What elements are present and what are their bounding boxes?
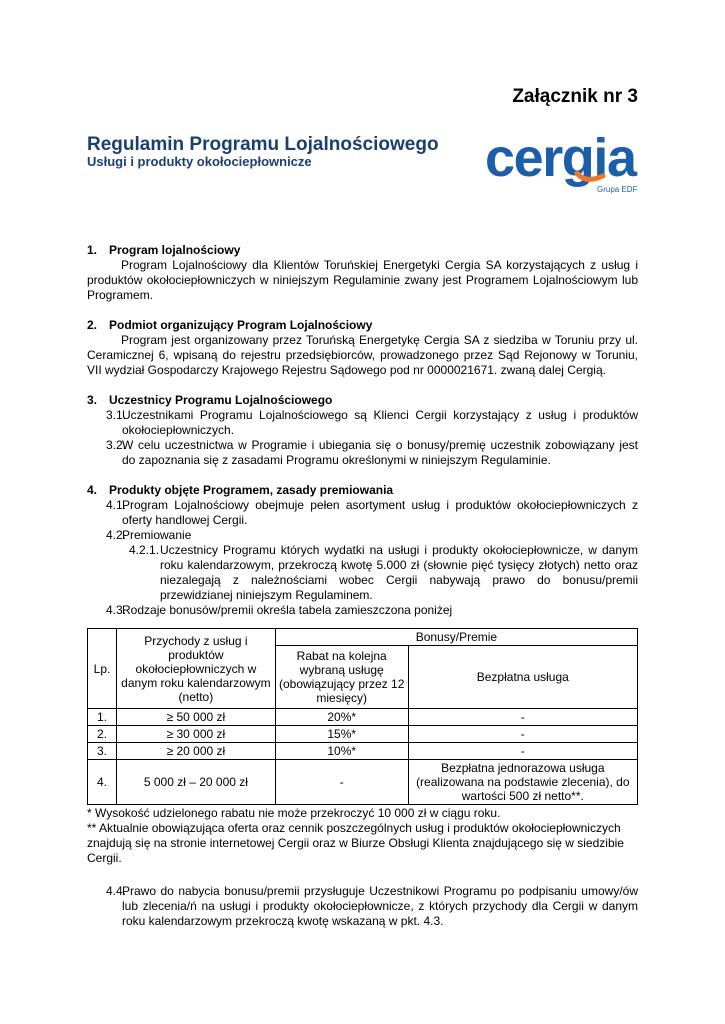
annex-label: Załącznik nr 3 — [512, 86, 638, 107]
page-subtitle: Usługi i produkty okołociepłownicze — [87, 154, 312, 169]
table-row — [88, 760, 638, 805]
section-title-text: Program lojalnościowy — [109, 243, 241, 257]
item-text: Prawo do nabycia bonusu/premii przysługuje Uczestnikowi Programu po podpisaniu umowy/ów lub zlecenia/ń na usługi i produkty okołociepłownicze, z których przychody dla Cergii w danym roku kalendarzowym przekroczą kwotę wskazaną w pkt. 4.3. — [122, 884, 638, 928]
logo-subtitle: Grupa EDF — [597, 185, 638, 194]
item-4-4 — [87, 884, 638, 929]
item-label: 4.4. — [106, 884, 127, 898]
item-label: 4.1. — [106, 498, 127, 512]
cell-lp: 2. — [88, 726, 117, 743]
item-4-1 — [87, 498, 638, 528]
cell-free: - — [408, 709, 637, 726]
section-2 — [87, 318, 638, 378]
header-free-service: Bezpłatna usługa — [408, 646, 637, 709]
item-label: 3.1. — [106, 408, 127, 422]
header-income: Przychody z usług i produktów okołociepłowniczych w danym roku kalendarzowym (netto) — [116, 629, 275, 709]
cell-lp: 3. — [88, 743, 117, 760]
footnotes — [87, 806, 638, 866]
table-row — [88, 726, 638, 743]
cell-rebate: 15%* — [275, 726, 408, 743]
item-3-1 — [87, 408, 638, 438]
document-body — [87, 243, 638, 944]
cell-income: ≥ 50 000 zł — [116, 709, 275, 726]
section-2-title — [87, 318, 638, 333]
item-label: 4.2. — [106, 528, 127, 542]
header-lp: Lp. — [88, 629, 117, 709]
item-text: Uczestnikami Programu Lojalnościowego są Klienci Cergii korzystający z usług i produktów okołociepłowniczych. — [122, 408, 638, 437]
cell-lp: 4. — [88, 760, 117, 805]
header-rebate: Rabat na kolejna wybraną usługę (obowiązujący przez 12 miesięcy) — [275, 646, 408, 709]
item-text: Rodzaje bonusów/premii określa tabela zamieszczona poniżej — [122, 603, 453, 617]
cell-lp: 1. — [88, 709, 117, 726]
cell-income: ≥ 20 000 zł — [116, 743, 275, 760]
cell-rebate: 20%* — [275, 709, 408, 726]
item-label: 4.2.1. — [129, 543, 160, 557]
header-bonus: Bonusy/Premie — [275, 629, 637, 646]
section-number: 2. — [87, 318, 98, 332]
item-label: 3.2. — [106, 438, 127, 452]
cell-free: - — [408, 743, 637, 760]
footnote-2: ** Aktualnie obowiązująca oferta oraz cennik poszczególnych usług i produktów okołociepłowniczych znajdują się na stronie internetowej Cergii oraz w Biurze Obsługi Klienta znajdującego się w siedzibie Cergii. — [87, 821, 624, 865]
section-title-text: Podmiot organizujący Program Lojalnościowy — [109, 318, 373, 332]
item-text: Program Lojalnościowy obejmuje pełen asortyment usług i produktów okołociepłowniczych z oferty handlowej Cergii. — [122, 498, 638, 527]
item-4-3 — [87, 603, 638, 618]
item-text: Premiowanie — [122, 528, 192, 542]
section-3-title — [87, 393, 638, 408]
item-4-2 — [87, 528, 638, 543]
section-1-text: Program Lojalnościowy dla Klientów Toruńskiej Energetyki Cergia SA korzystających z usług i produktów okołociepłowniczych w niniejszym Regulaminie zwany jest Programem Lojalnościowym lub Programem. — [87, 258, 638, 302]
table-header-row — [88, 629, 638, 646]
section-title-text: Produkty objęte Programem, zasady premiowania — [109, 483, 394, 497]
section-1-title — [87, 243, 638, 258]
cell-rebate: - — [275, 760, 408, 805]
table-row — [88, 709, 638, 726]
section-1 — [87, 243, 638, 303]
section-4 — [87, 483, 638, 929]
bonus-table — [87, 628, 638, 805]
cell-income: 5 000 zł – 20 000 zł — [116, 760, 275, 805]
section-number: 3. — [87, 393, 98, 407]
item-text: Uczestnicy Programu których wydatki na usługi i produkty okołociepłownicze, w danym roku kalendarzowym, przekroczą kwotę 5.000 zł (słownie pięć tysięcy złotych) netto oraz niezalegają z należnościami wobec Cergii nabywają prawo do bonusu/premii przewidzianej niniejszym Regulaminem. — [160, 543, 638, 602]
item-text: W celu uczestnictwa w Programie i ubiegania się o bonusy/premię uczestnik zobowiązany jest do zapoznania się z zasadami Programu określonymi w niniejszym Regulaminie. — [122, 438, 638, 467]
item-4-2-1 — [87, 543, 638, 603]
logo-wordmark: cergia — [485, 128, 635, 188]
section-4-title — [87, 483, 638, 498]
item-label: 4.3. — [106, 603, 127, 617]
section-number: 1. — [87, 243, 98, 257]
section-3 — [87, 393, 638, 468]
cell-rebate: 10%* — [275, 743, 408, 760]
page-title: Regulamin Programu Lojalnościowego — [87, 134, 439, 155]
section-title-text: Uczestnicy Programu Lojalnościowego — [109, 393, 333, 407]
footnote-1: * Wysokość udzielonego rabatu nie może przekroczyć 10 000 zł w ciągu roku. — [87, 806, 501, 820]
section-number: 4. — [87, 483, 98, 497]
item-3-2 — [87, 438, 638, 468]
section-2-text: Program jest organizowany przez Toruńską Energetykę Cergia SA z siedziba w Toruniu przy ul. Ceramicznej 6, wpisaną do rejestru przedsiębiorców, prowadzonego przez Sąd Rejonowy w Toruniu, VII wydział Gospodarczy Krajowego Rejestru Sądowego pod nr 0000021671. zwaną dalej Cergią. — [87, 333, 638, 377]
cell-income: ≥ 30 000 zł — [116, 726, 275, 743]
table-row — [88, 743, 638, 760]
cergia-logo — [485, 126, 640, 196]
cell-free: - — [408, 726, 637, 743]
cell-free: Bezpłatna jednorazowa usługa (realizowana na podstawie zlecenia), do wartości 500 zł netto**. — [408, 760, 637, 805]
